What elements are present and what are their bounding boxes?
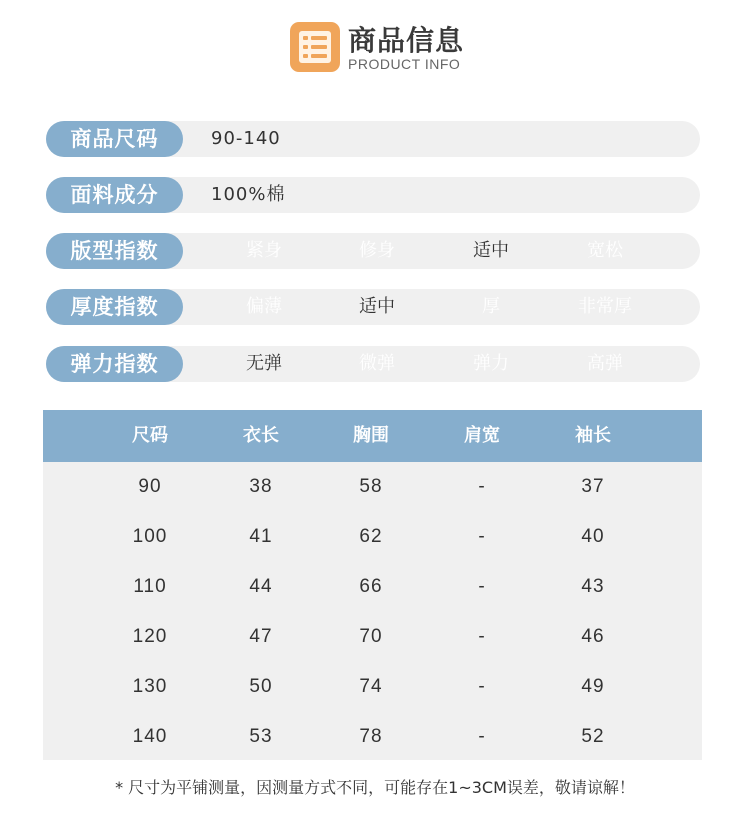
table-cell: 100	[132, 526, 168, 547]
table-header	[43, 410, 702, 462]
index-option-selected: 无弹	[246, 353, 282, 374]
index-option: 修身	[359, 240, 395, 261]
table-cell: 52	[581, 726, 605, 747]
attribute-row-size	[46, 121, 700, 157]
table-cell: 66	[359, 576, 383, 597]
table-cell: 110	[133, 576, 167, 597]
size-table	[43, 410, 702, 760]
page-subtitle: PRODUCT INFO	[348, 56, 461, 72]
index-option-selected: 适中	[359, 296, 395, 317]
table-row	[43, 512, 702, 562]
column-header: 袖长	[575, 425, 611, 446]
attribute-label: 商品尺码	[46, 121, 183, 157]
index-label: 厚度指数	[46, 289, 183, 325]
attribute-label: 面料成分	[46, 177, 183, 213]
table-cell: 70	[359, 626, 383, 647]
index-option: 偏薄	[246, 296, 282, 317]
table-cell: 40	[581, 526, 605, 547]
index-option: 微弹	[359, 353, 395, 374]
table-cell: -	[478, 626, 486, 647]
table-cell: -	[478, 676, 486, 697]
table-row	[43, 562, 702, 612]
attribute-value: 100%棉	[211, 184, 286, 205]
table-cell: 49	[581, 676, 605, 697]
column-header: 胸围	[353, 425, 389, 446]
table-cell: 90	[138, 476, 162, 497]
table-cell: 74	[359, 676, 383, 697]
product-info-header	[290, 22, 550, 74]
index-option: 厚	[482, 296, 500, 317]
table-cell: 47	[249, 626, 273, 647]
index-option: 紧身	[246, 240, 282, 261]
column-header: 尺码	[132, 425, 168, 446]
page-title: 商品信息	[348, 24, 465, 57]
table-cell: 120	[132, 626, 168, 647]
table-row	[43, 462, 702, 512]
index-row-fit	[46, 233, 700, 269]
index-label: 版型指数	[46, 233, 183, 269]
index-option-selected: 适中	[473, 240, 509, 261]
table-cell: 46	[581, 626, 605, 647]
table-cell: 130	[132, 676, 168, 697]
attribute-row-fabric	[46, 177, 700, 213]
index-option: 宽松	[587, 240, 623, 261]
table-cell: -	[478, 476, 486, 497]
table-cell: -	[478, 526, 486, 547]
table-cell: 43	[581, 576, 605, 597]
table-row	[43, 712, 702, 762]
table-cell: 140	[132, 726, 168, 747]
table-cell: 58	[359, 476, 383, 497]
index-row-elasticity	[46, 346, 700, 382]
table-cell: 50	[249, 676, 273, 697]
table-cell: 38	[249, 476, 273, 497]
index-label: 弹力指数	[46, 346, 183, 382]
index-option: 弹力	[473, 353, 509, 374]
table-row	[43, 612, 702, 662]
table-cell: 44	[249, 576, 273, 597]
index-row-thickness	[46, 289, 700, 325]
table-cell: 53	[249, 726, 273, 747]
measurement-note: * 尺寸为平铺测量，因测量方式不同，可能存在1~3CM误差，敬请谅解！	[115, 778, 635, 797]
table-cell: 37	[581, 476, 605, 497]
table-cell: 62	[359, 526, 383, 547]
attribute-value: 90-140	[211, 128, 281, 149]
index-option: 高弹	[587, 353, 623, 374]
table-cell: -	[478, 576, 486, 597]
table-cell: 41	[249, 526, 273, 547]
column-header: 衣长	[243, 425, 279, 446]
table-cell: -	[478, 726, 486, 747]
index-option: 非常厚	[578, 296, 632, 317]
table-row	[43, 662, 702, 712]
list-document-icon	[290, 22, 340, 72]
column-header: 肩宽	[464, 425, 500, 446]
table-cell: 78	[359, 726, 383, 747]
